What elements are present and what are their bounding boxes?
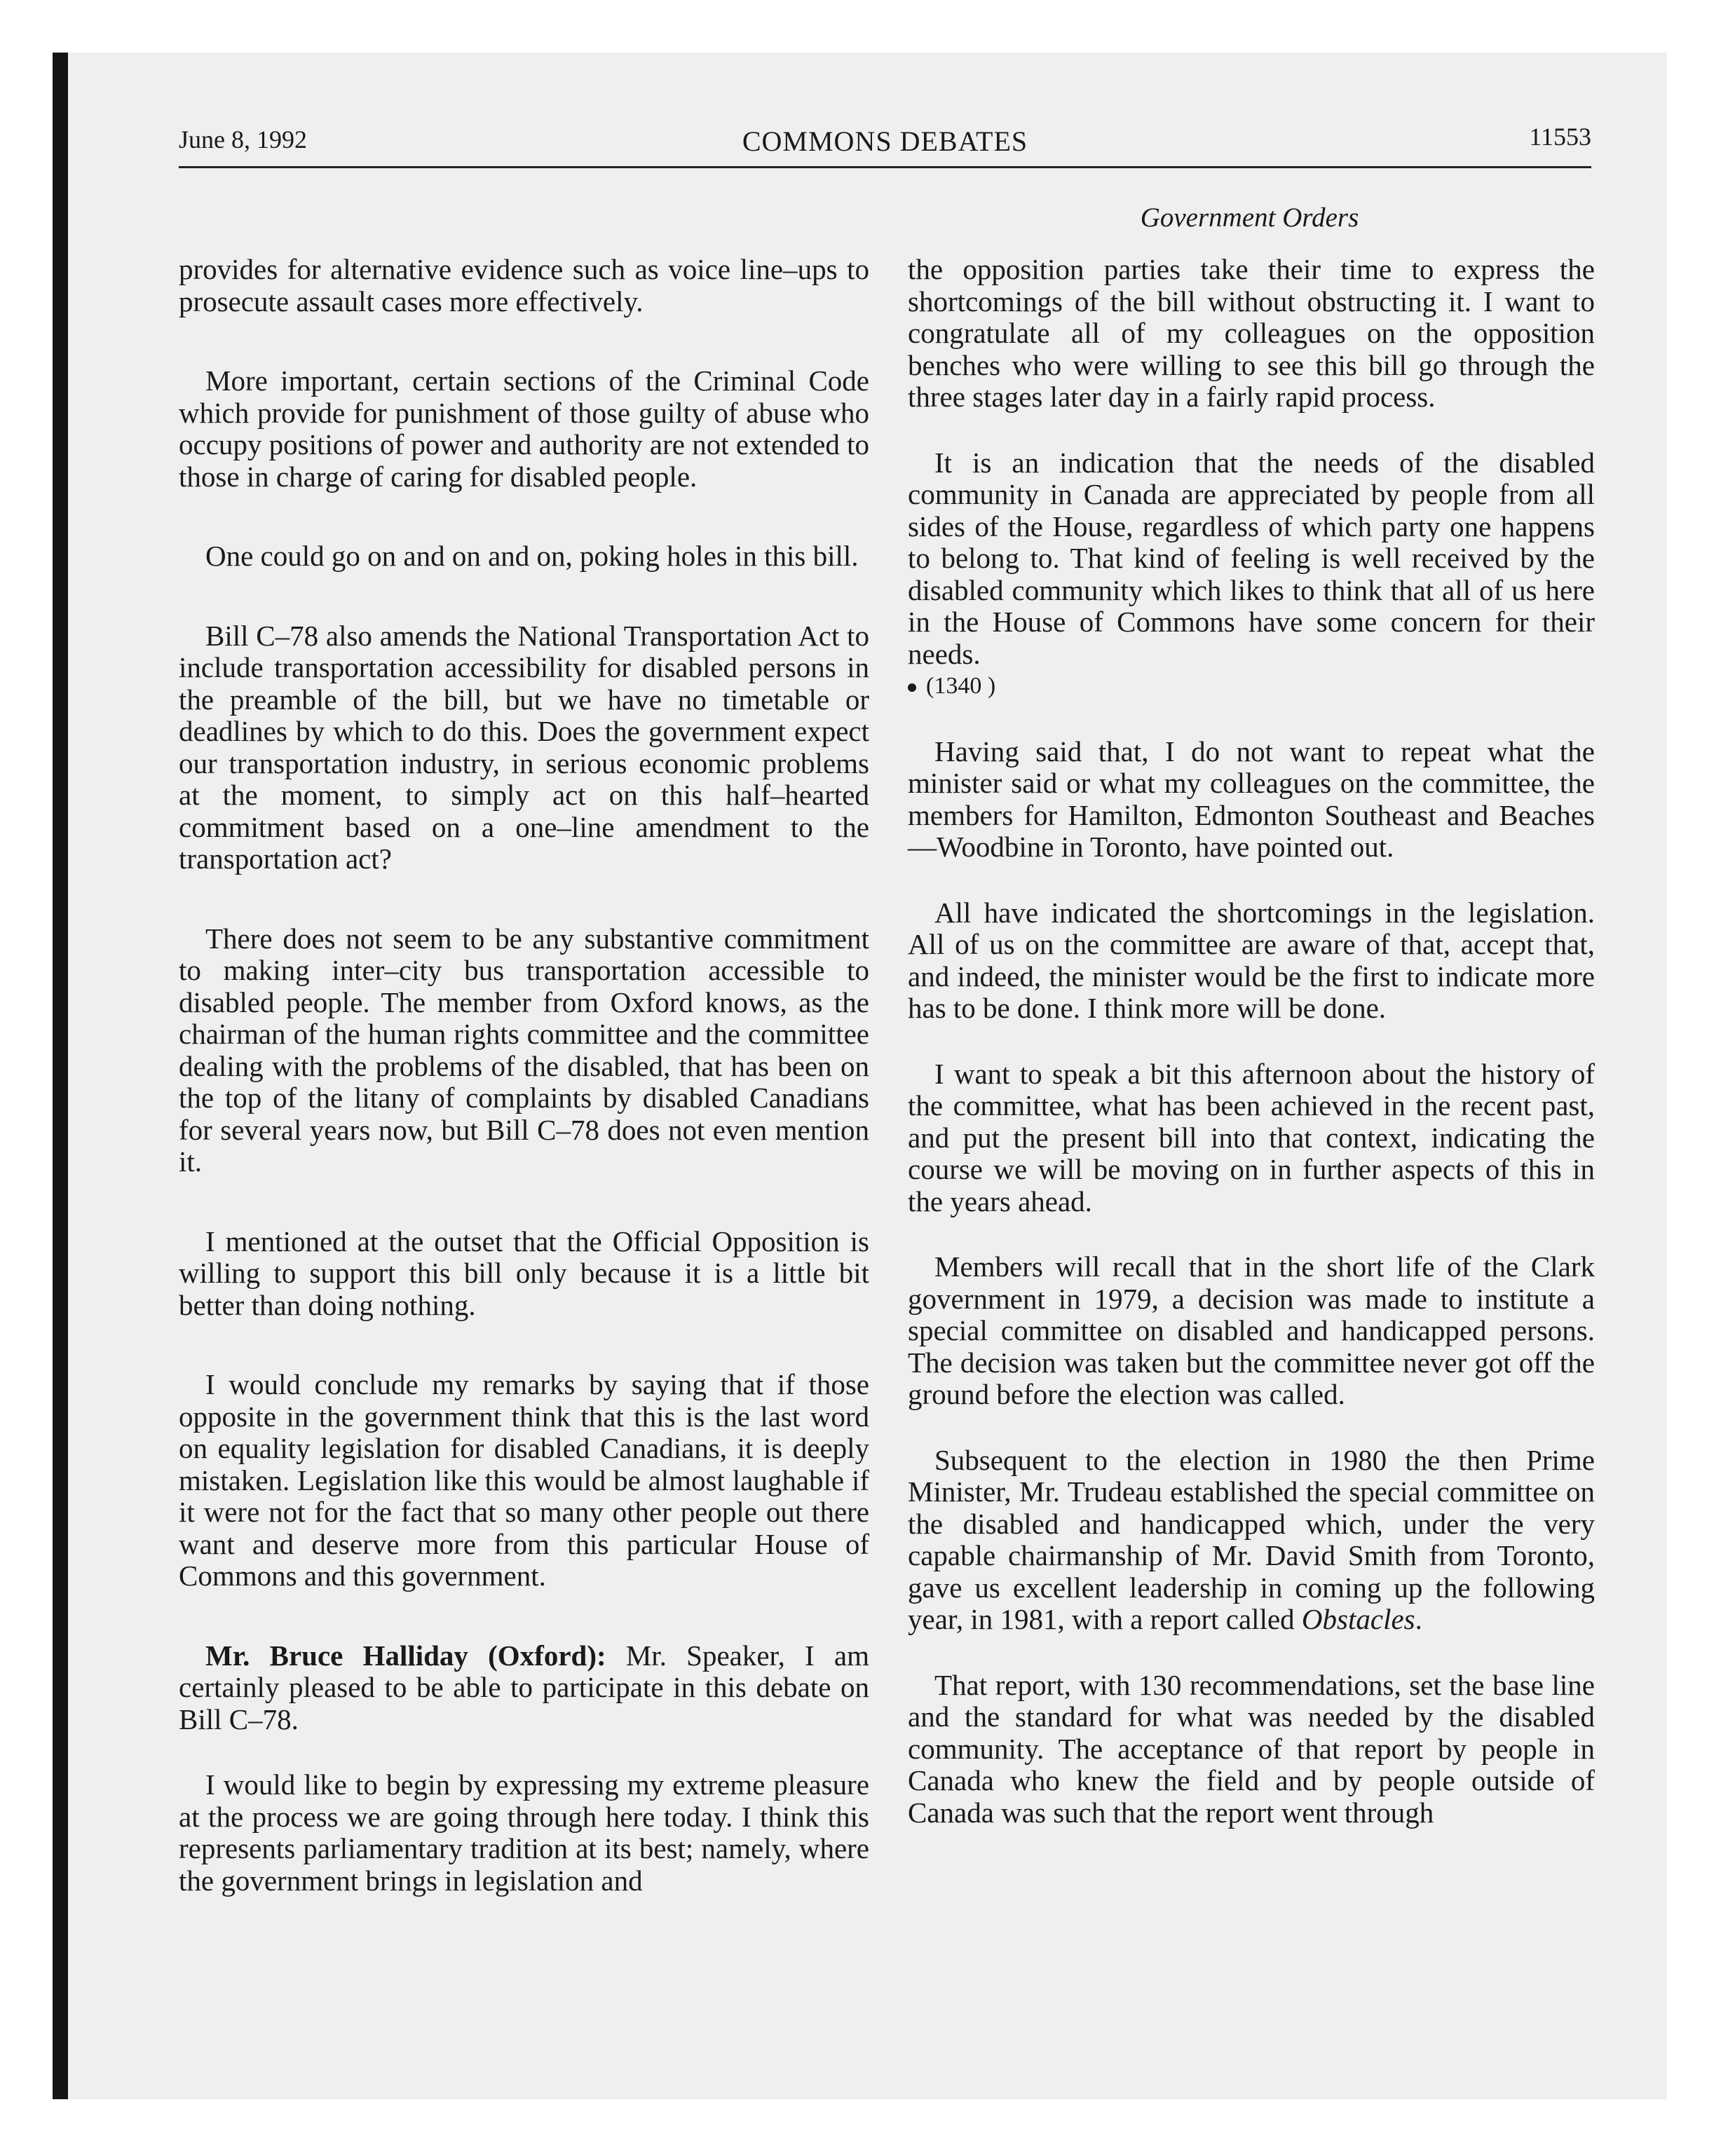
paragraph: Having said that, I do not want to repeat what the minister said or what my colleagues on the committee, the members for Hamilton, Edmonton Southeast and Beaches—Woodbine in Toronto, have pointed out. bbox=[908, 735, 1595, 863]
report-title: Obstacles bbox=[1301, 1603, 1415, 1635]
speaker-paragraph bbox=[179, 1640, 869, 1736]
paragraph: That report, with 130 recommendations, set the base line and the standard for what was needed by the disabled community. The acceptance of that report by people in Canada who knew the field and by people outside of Canada was such that the report went through bbox=[908, 1668, 1595, 1829]
page-number: 11553 bbox=[1529, 123, 1591, 151]
paragraph: provides for alternative evidence such as voice line–ups to prosecute assault cases more effectively. bbox=[179, 253, 869, 318]
time-marker bbox=[908, 670, 1595, 702]
paragraph: I would like to begin by expressing my extreme pleasure at the process we are going through here today. I think this represents parliamentary tradition at its best; namely, where the government brings in legislation and bbox=[179, 1768, 869, 1897]
paragraph: Members will recall that in the short life of the Clark government in 1979, a decision was made to institute a special committee on disabled and handicapped persons. The decision was taken but the committee never got off the ground before the election was called. bbox=[908, 1250, 1595, 1410]
paragraph: Bill C–78 also amends the National Transportation Act to include transportation accessibility for disabled persons in the preamble of the bill, but we have no timetable or deadlines by which to do this. Does the government expect our transportation industry, in serious economic problems at the moment, to simply act on this half–hearted commitment based on a one–line amendment to the transportation act? bbox=[179, 619, 869, 875]
section-title: Government Orders bbox=[1140, 203, 1359, 233]
paragraph: There does not seem to be any substantive commitment to making inter–city bus transportation accessible to disabled people. The member from Oxford knows, as the chairman of the human rights committee and the committee dealing with the problems of the disabled, that has been on the top of the litany of complaints by disabled Canadians for several years now, but Bill C–78 does not even mention it. bbox=[179, 922, 869, 1178]
time-marker-text: (1340 ) bbox=[926, 673, 996, 699]
page-header bbox=[179, 119, 1591, 161]
speaker-text: Mr. Speaker, I am certainly pleased to be able to participate in this debate on Bill C–78. bbox=[179, 1639, 869, 1735]
right-column bbox=[908, 254, 1595, 1829]
header-date: June 8, 1992 bbox=[179, 125, 307, 153]
bullet-icon bbox=[908, 683, 916, 692]
paragraph: More important, certain sections of the Criminal Code which provide for punishment of those guilty of abuse who occupy positions of power and authority are not extended to those in charge of caring for disabled people. bbox=[179, 364, 869, 493]
paragraph: I mentioned at the outset that the Official Opposition is willing to support this bill only because it is a little bit better than doing nothing. bbox=[179, 1224, 869, 1321]
paragraph: It is an indication that the needs of the disabled community in Canada are appreciated by people from all sides of the House, regardless of which party one happens to belong to. That kind of feeling is well received by the disabled community which likes to think that all of us here in the House of Commons have some concern for their needs. bbox=[908, 446, 1595, 670]
paragraph: I would conclude my remarks by saying that if those opposite in the government think that this is the last word on equality legislation for disabled Canadians, it is deeply mistaken. Legislation like this would be almost laughable if it were not for the fact that so many other people out there want and deserve more from this particular House of Commons and this government. bbox=[179, 1368, 869, 1592]
paragraph: All have indicated the shortcomings in the legislation. All of us on the committee are aware of that, accept that, and indeed, the minister would be the first to indicate more has to be done. I think more will be done. bbox=[908, 896, 1595, 1024]
paragraph-end: . bbox=[1415, 1603, 1422, 1635]
paragraph: One could go on and on and on, poking holes in this bill. bbox=[205, 540, 859, 572]
header-rule bbox=[179, 166, 1591, 168]
left-column bbox=[179, 254, 869, 1897]
paragraph: the opposition parties take their time to express the shortcomings of the bill without obstructing it. I want to congratulate all of my colleagues on the opposition benches who were willing to see this bill go through the three stages later day in a fairly rapid process. bbox=[908, 253, 1595, 413]
header-title: COMMONS DEBATES bbox=[742, 125, 1028, 157]
paragraph: I want to speak a bit this afternoon about the history of the committee, what has been achieved in the recent past, and put the present bill into that context, indicating the course we will be moving on in further aspects of this in the years ahead. bbox=[908, 1057, 1595, 1217]
speaker-name: Mr. Bruce Halliday (Oxford): bbox=[205, 1639, 606, 1672]
paragraph-text: Subsequent to the election in 1980 the then Prime Minister, Mr. Trudeau established the special committee on the disabled and handicapped which, under the very capable chairmanship of Mr. David Smith from Toronto, gave us excellent leadership in coming up the following year, in 1981, with a report called bbox=[908, 1443, 1595, 1635]
paragraph bbox=[908, 1445, 1595, 1636]
binding-edge bbox=[53, 53, 68, 2099]
